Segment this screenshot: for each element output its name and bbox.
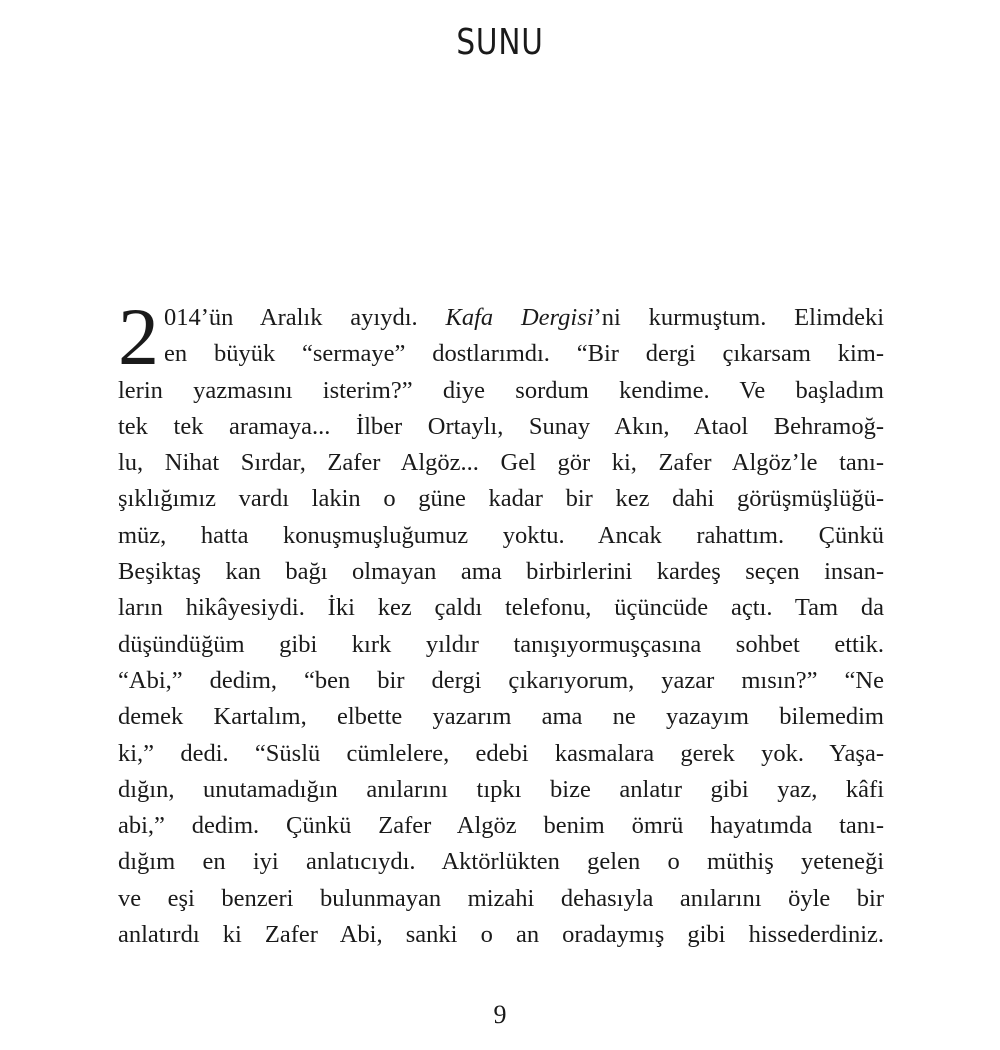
text-line: en büyük “sermaye” dostlarımdı. “Bir dergi çıkarsam kim- <box>164 340 884 368</box>
text-line: 014’ün Aralık ayıydı. Kafa Dergisi’ni kurmuştum. Elimdeki <box>164 304 885 331</box>
text-line: lerin yazmasını isterim?” diye sordum kendime. Ve başladım <box>118 376 884 404</box>
text-line: Beşiktaş kan bağı olmayan ama birbirlerini kardeş seçen insan- <box>118 558 884 586</box>
text-line: anlatırdı ki Zafer Abi, sanki o an oradaymış gibi hissederdiniz. <box>118 921 884 949</box>
page-number: 9 <box>493 1000 507 1029</box>
text-line: düşündüğüm gibi kırk yıldır tanışıyormuşçasına sohbet ettik. <box>118 630 884 658</box>
text-line: lu, Nihat Sırdar, Zafer Algöz... Gel gör ki, Zafer Algöz’le tanı- <box>118 449 884 477</box>
text-line: tek tek aramaya... İlber Ortaylı, Sunay Akın, Ataol Behramoğ- <box>118 412 884 440</box>
text-line: dığın, unutamadığın anılarını tıpkı bize anlatır gibi yaz, kâfi <box>118 775 884 803</box>
text-line: ve eşi benzeri bulunmayan mizahi dehasıyla anılarını öyle bir <box>118 884 884 912</box>
body-text <box>118 291 885 953</box>
page-title: SUNU <box>456 22 544 63</box>
drop-cap: 2 <box>118 291 159 382</box>
text-line: müz, hatta konuşmuşluğumuz yoktu. Ancak rahattım. Çünkü <box>118 521 884 549</box>
text-line: “Abi,” dedim, “ben bir dergi çıkarıyorum, yazar mısın?” “Ne <box>118 666 884 694</box>
magazine-name: Kafa Dergisi <box>445 304 594 331</box>
text-line: abi,” dedim. Çünkü Zafer Algöz benim ömrü hayatımda tanı- <box>118 812 884 840</box>
text-line: şıklığımız vardı lakin o güne kadar bir kez dahi görüşmüşlüğü- <box>118 485 884 513</box>
text-line: demek Kartalım, elbette yazarım ama ne yazayım bilemedim <box>118 703 884 731</box>
text-line: ki,” dedi. “Süslü cümlelere, edebi kasmalara gerek yok. Yaşa- <box>118 739 884 767</box>
text-line: dığım en iyi anlatıcıydı. Aktörlükten gelen o müthiş yeteneği <box>118 848 884 876</box>
text-line: ların hikâyesiydi. İki kez çaldı telefonu, üçüncüde açtı. Tam da <box>118 594 884 622</box>
